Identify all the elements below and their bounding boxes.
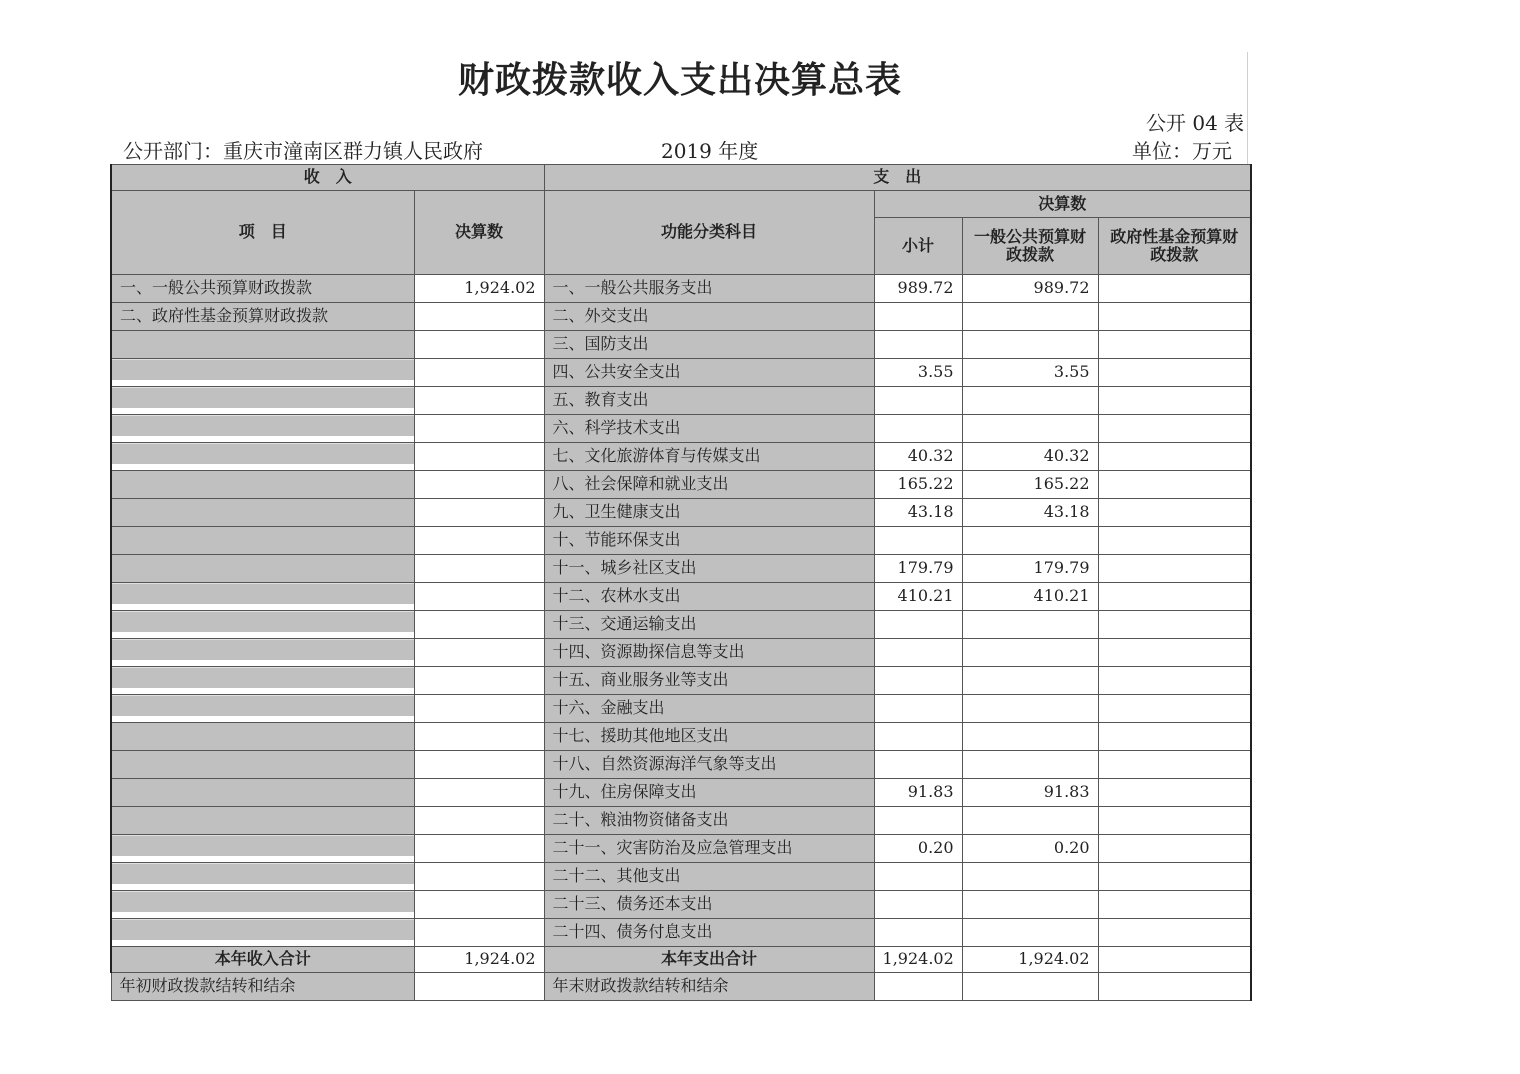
- table-row: [111, 723, 1251, 751]
- expense-general-budget: 989.72: [962, 275, 1098, 303]
- totals-row: [111, 947, 1251, 973]
- expense-general-budget: [962, 695, 1098, 723]
- department-label: 公开部门：重庆市潼南区群力镇人民政府: [123, 139, 483, 163]
- income-amount: [414, 303, 544, 331]
- income-item: 一、一般公共预算财政拨款: [111, 275, 414, 303]
- expense-fund-budget: [1098, 331, 1251, 359]
- table-row: [111, 919, 1251, 947]
- table-row: [111, 779, 1251, 807]
- income-amount: [414, 583, 544, 611]
- income-amount: [414, 331, 544, 359]
- income-amount: [414, 499, 544, 527]
- table-row: [111, 499, 1251, 527]
- expense-header: 支 出: [544, 165, 1251, 191]
- expense-fund-budget: [1098, 555, 1251, 583]
- expense-fund-budget: [1098, 275, 1251, 303]
- general-budget-header: 一般公共预算财政拨款: [962, 218, 1098, 275]
- fund-budget-header: 政府性基金预算财政拨款: [1098, 218, 1251, 275]
- expense-general-budget: 410.21: [962, 583, 1098, 611]
- expense-subtotal: 91.83: [874, 779, 962, 807]
- income-amount: [414, 611, 544, 639]
- expense-item: 二十三、债务还本支出: [544, 891, 874, 919]
- expense-subtotal: 3.55: [874, 359, 962, 387]
- expense-item: 二、外交支出: [544, 303, 874, 331]
- expense-general-budget: [962, 527, 1098, 555]
- expense-item: 九、卫生健康支出: [544, 499, 874, 527]
- income-amount: [414, 919, 544, 947]
- expense-general-budget: [962, 639, 1098, 667]
- expense-general-budget: 165.22: [962, 471, 1098, 499]
- expense-subtotal: 40.32: [874, 443, 962, 471]
- income-item: [111, 779, 414, 807]
- table-row: [111, 639, 1251, 667]
- expense-total-subtotal: 1,924.02: [874, 947, 962, 973]
- expense-subtotal: 989.72: [874, 275, 962, 303]
- expense-subtotal: [874, 891, 962, 919]
- expense-subtotal: [874, 695, 962, 723]
- table-row: [111, 275, 1251, 303]
- expense-subtotal: [874, 807, 962, 835]
- expense-general-budget: 179.79: [962, 555, 1098, 583]
- table-row: [111, 387, 1251, 415]
- expense-subtotal: [874, 863, 962, 891]
- expense-item: 十六、金融支出: [544, 695, 874, 723]
- expense-item: 十七、援助其他地区支出: [544, 723, 874, 751]
- expense-item: 三、国防支出: [544, 331, 874, 359]
- expense-general-budget: 40.32: [962, 443, 1098, 471]
- page-edge-line: [1247, 52, 1248, 172]
- income-item: [111, 331, 414, 359]
- income-amount: [414, 723, 544, 751]
- table-row: [111, 807, 1251, 835]
- expense-general-budget: [962, 303, 1098, 331]
- expense-fund-budget: [1098, 695, 1251, 723]
- income-amount: [414, 779, 544, 807]
- expense-fund-budget: [1098, 415, 1251, 443]
- expense-general-budget: [962, 667, 1098, 695]
- expense-general-budget: [962, 751, 1098, 779]
- expense-subtotal: [874, 303, 962, 331]
- income-item: [111, 387, 414, 415]
- income-item: [111, 667, 414, 695]
- expense-item: 二十四、债务付息支出: [544, 919, 874, 947]
- budget-table: [110, 164, 1252, 1001]
- closing-carryover-label: 年末财政拨款结转和结余: [544, 973, 874, 1001]
- page-title: 财政拨款收入支出决算总表: [457, 59, 902, 101]
- expense-general-budget: [962, 387, 1098, 415]
- income-total-amount: 1,924.02: [414, 947, 544, 973]
- table-code: 公开 04 表: [1146, 111, 1245, 135]
- expense-item: 十八、自然资源海洋气象等支出: [544, 751, 874, 779]
- expense-item: 四、公共安全支出: [544, 359, 874, 387]
- expense-subtotal: [874, 415, 962, 443]
- expense-item: 六、科学技术支出: [544, 415, 874, 443]
- expense-fund-budget: [1098, 527, 1251, 555]
- income-item: [111, 751, 414, 779]
- expense-general-budget: [962, 611, 1098, 639]
- final-amount-group-header: 决算数: [874, 191, 1251, 218]
- expense-general-budget: 91.83: [962, 779, 1098, 807]
- expense-total-label: 本年支出合计: [544, 947, 874, 973]
- income-item: [111, 639, 414, 667]
- expense-total-fund: [1098, 947, 1251, 973]
- income-amount-header: 决算数: [414, 191, 544, 275]
- expense-subtotal: [874, 611, 962, 639]
- expense-general-budget: [962, 331, 1098, 359]
- table-row: [111, 891, 1251, 919]
- expense-fund-budget: [1098, 611, 1251, 639]
- expense-subtotal: [874, 667, 962, 695]
- income-amount: [414, 667, 544, 695]
- income-item: [111, 695, 414, 723]
- expense-item: 十二、农林水支出: [544, 583, 874, 611]
- expense-item: 十一、城乡社区支出: [544, 555, 874, 583]
- income-item: [111, 919, 414, 947]
- income-amount: [414, 807, 544, 835]
- income-total-label: 本年收入合计: [111, 947, 414, 973]
- table-row: [111, 443, 1251, 471]
- expense-item: 十、节能环保支出: [544, 527, 874, 555]
- expense-fund-budget: [1098, 751, 1251, 779]
- income-item: [111, 723, 414, 751]
- expense-subtotal: [874, 723, 962, 751]
- income-item: [111, 471, 414, 499]
- opening-carryover-amount: [414, 973, 544, 1001]
- expense-item: 七、文化旅游体育与传媒支出: [544, 443, 874, 471]
- expense-item: 二十一、灾害防治及应急管理支出: [544, 835, 874, 863]
- income-item: [111, 835, 414, 863]
- expense-general-budget: [962, 723, 1098, 751]
- function-category-header: 功能分类科目: [544, 191, 874, 275]
- income-amount: [414, 359, 544, 387]
- income-item: [111, 863, 414, 891]
- income-item: [111, 555, 414, 583]
- table-row: [111, 835, 1251, 863]
- income-amount: [414, 751, 544, 779]
- expense-fund-budget: [1098, 499, 1251, 527]
- expense-item: 二十二、其他支出: [544, 863, 874, 891]
- table-row: [111, 583, 1251, 611]
- income-amount: [414, 387, 544, 415]
- table-row: [111, 751, 1251, 779]
- expense-general-budget: [962, 415, 1098, 443]
- income-item: [111, 415, 414, 443]
- table-row: [111, 331, 1251, 359]
- income-amount: [414, 639, 544, 667]
- subtotal-header: 小计: [874, 218, 962, 275]
- expense-general-budget: 43.18: [962, 499, 1098, 527]
- item-header: 项 目: [111, 191, 414, 275]
- expense-fund-budget: [1098, 443, 1251, 471]
- closing-carryover-general: [962, 973, 1098, 1001]
- carryover-row: [111, 973, 1251, 1001]
- expense-general-budget: [962, 863, 1098, 891]
- income-amount: [414, 527, 544, 555]
- income-amount: [414, 415, 544, 443]
- expense-fund-budget: [1098, 583, 1251, 611]
- expense-subtotal: 0.20: [874, 835, 962, 863]
- income-amount: [414, 695, 544, 723]
- income-item: [111, 891, 414, 919]
- expense-fund-budget: [1098, 667, 1251, 695]
- expense-fund-budget: [1098, 863, 1251, 891]
- expense-item: 五、教育支出: [544, 387, 874, 415]
- table-row: [111, 611, 1251, 639]
- expense-fund-budget: [1098, 471, 1251, 499]
- expense-general-budget: [962, 919, 1098, 947]
- income-item: 二、政府性基金预算财政拨款: [111, 303, 414, 331]
- closing-carryover-fund: [1098, 973, 1251, 1001]
- expense-fund-budget: [1098, 387, 1251, 415]
- expense-item: 十九、住房保障支出: [544, 779, 874, 807]
- expense-fund-budget: [1098, 919, 1251, 947]
- table-row: [111, 667, 1251, 695]
- expense-subtotal: 165.22: [874, 471, 962, 499]
- expense-fund-budget: [1098, 303, 1251, 331]
- expense-subtotal: [874, 639, 962, 667]
- expense-subtotal: 43.18: [874, 499, 962, 527]
- table-row: [111, 415, 1251, 443]
- income-amount: [414, 891, 544, 919]
- income-item: [111, 359, 414, 387]
- income-header: 收 入: [111, 165, 544, 191]
- expense-subtotal: 179.79: [874, 555, 962, 583]
- table-row: [111, 359, 1251, 387]
- expense-item: 十三、交通运输支出: [544, 611, 874, 639]
- table-row: [111, 303, 1251, 331]
- closing-carryover-subtotal: [874, 973, 962, 1001]
- income-amount: 1,924.02: [414, 275, 544, 303]
- income-item: [111, 583, 414, 611]
- expense-subtotal: [874, 387, 962, 415]
- expense-fund-budget: [1098, 779, 1251, 807]
- expense-general-budget: 0.20: [962, 835, 1098, 863]
- table-row: [111, 471, 1251, 499]
- expense-subtotal: [874, 527, 962, 555]
- expense-item: 八、社会保障和就业支出: [544, 471, 874, 499]
- expense-general-budget: [962, 807, 1098, 835]
- expense-item: 十四、资源勘探信息等支出: [544, 639, 874, 667]
- income-item: [111, 443, 414, 471]
- table-row: [111, 695, 1251, 723]
- fiscal-year: 2019 年度: [661, 139, 759, 163]
- expense-subtotal: [874, 751, 962, 779]
- table-row: [111, 863, 1251, 891]
- income-item: [111, 499, 414, 527]
- expense-general-budget: [962, 891, 1098, 919]
- expense-item: 一、一般公共服务支出: [544, 275, 874, 303]
- expense-subtotal: 410.21: [874, 583, 962, 611]
- expense-subtotal: [874, 331, 962, 359]
- income-amount: [414, 443, 544, 471]
- expense-fund-budget: [1098, 723, 1251, 751]
- expense-subtotal: [874, 919, 962, 947]
- expense-item: 十五、商业服务业等支出: [544, 667, 874, 695]
- income-amount: [414, 471, 544, 499]
- income-amount: [414, 863, 544, 891]
- expense-total-general: 1,924.02: [962, 947, 1098, 973]
- income-item: [111, 807, 414, 835]
- expense-fund-budget: [1098, 891, 1251, 919]
- expense-fund-budget: [1098, 639, 1251, 667]
- expense-item: 二十、粮油物资储备支出: [544, 807, 874, 835]
- expense-fund-budget: [1098, 835, 1251, 863]
- income-amount: [414, 555, 544, 583]
- table-row: [111, 527, 1251, 555]
- expense-fund-budget: [1098, 359, 1251, 387]
- income-item: [111, 527, 414, 555]
- expense-fund-budget: [1098, 807, 1251, 835]
- expense-general-budget: 3.55: [962, 359, 1098, 387]
- unit-label: 单位：万元: [1132, 139, 1232, 163]
- income-amount: [414, 835, 544, 863]
- opening-carryover-label: 年初财政拨款结转和结余: [111, 973, 414, 1001]
- table-row: [111, 555, 1251, 583]
- income-item: [111, 611, 414, 639]
